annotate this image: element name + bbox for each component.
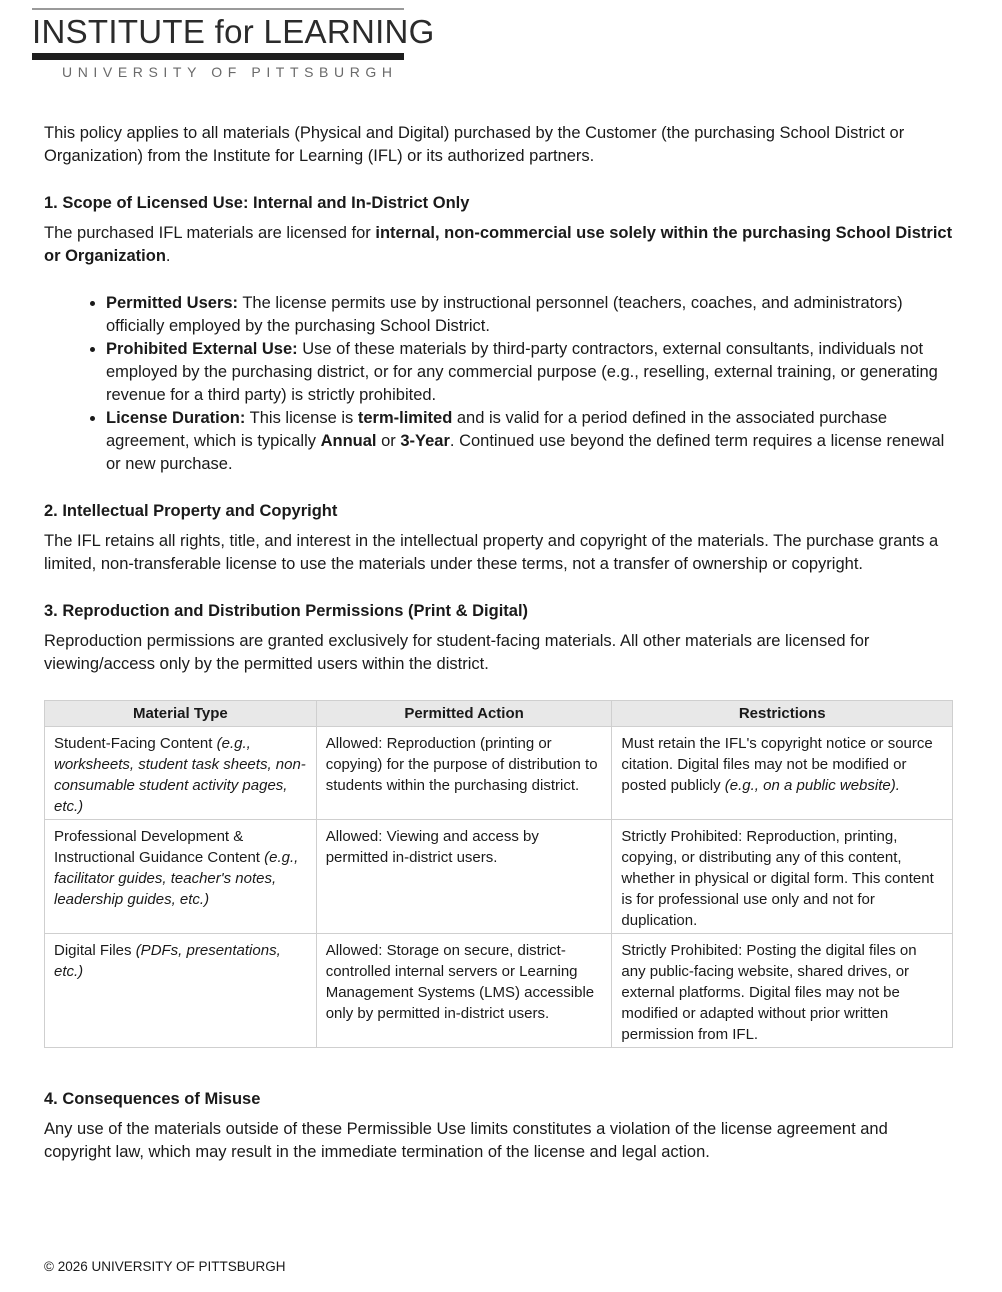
list-item xyxy=(106,292,956,338)
table-cell xyxy=(612,820,953,934)
logo-subtitle: UNIVERSITY OF PITTSBURGH xyxy=(62,64,398,80)
column-header: Material Type xyxy=(45,701,317,727)
logo-bar xyxy=(32,53,404,60)
intro-paragraph: This policy applies to all materials (Physical and Digital) purchased by the Customer (the purchasing School District or Organization) from the Institute for Learning (IFL) or its authorized partners. xyxy=(44,124,905,165)
table-row xyxy=(45,727,953,820)
bullet-label: Prohibited External Use: xyxy=(106,340,298,358)
cell-text: Digital Files xyxy=(54,942,136,959)
logo-top-rule xyxy=(32,8,404,10)
table-row xyxy=(45,820,953,934)
section-paragraph: The IFL retains all rights, title, and interest in the intellectual property and copyright of the materials. The purchase grants a limited, non-transferable license to use the materials under these terms, not a transfer of ownership or copyright. xyxy=(44,532,939,573)
cell-italic: (e.g., on a public website). xyxy=(724,777,900,794)
table-cell: Allowed: Viewing and access by permitted in-district users. xyxy=(316,820,612,934)
bullet-label: Permitted Users: xyxy=(106,294,239,312)
table-cell: Allowed: Storage on secure, district-controlled internal servers or Learning Management Systems (LMS) accessible only by permitted in-district users. xyxy=(316,934,612,1048)
bullet-text: . Continued use beyond the defined term requires a license renewal or new purchase. xyxy=(106,432,945,473)
logo-title: INSTITUTE for LEARNING xyxy=(32,13,435,50)
cell-text: Professional Development & Instructional Guidance Content xyxy=(54,828,265,866)
bold-run: term-limited xyxy=(357,409,453,427)
text-run: The purchased IFL materials are licensed for xyxy=(44,224,376,242)
bullet-text: The license permits use by instructional personnel (teachers, coaches, and administrators) officially employed by the purchasing School District. xyxy=(106,294,903,335)
table-cell: Allowed: Reproduction (printing or copying) for the purpose of distribution to students within the purchasing district. xyxy=(316,727,612,820)
table-cell xyxy=(612,727,953,820)
section-heading: 3. Reproduction and Distribution Permissions (Print & Digital) xyxy=(44,602,529,620)
section-paragraph xyxy=(44,222,956,268)
cell-text: Strictly Prohibited: Reproduction, printing, copying, or distributing any of this content, whether in physical or digital form. This content is for professional use only and not for duplication. xyxy=(621,828,934,929)
section-heading: 4. Consequences of Misuse xyxy=(44,1090,261,1108)
cell-text: Student-Facing Content xyxy=(54,735,217,752)
table-row xyxy=(45,934,953,1048)
bullet-text: or xyxy=(376,432,401,450)
ifl-logo xyxy=(32,8,435,80)
cell-italic: (e.g., worksheets, student task sheets, non-consumable student activity pages, etc.) xyxy=(54,735,306,815)
section-paragraph: Any use of the materials outside of these Permissible Use limits constitutes a violation of the license agreement and copyright law, which may result in the immediate termination of the license and legal action. xyxy=(44,1120,888,1161)
column-header: Restrictions xyxy=(612,701,953,727)
table-cell xyxy=(45,727,317,820)
bold-run: internal, non-commercial use solely within the purchasing School District or Organization xyxy=(44,224,953,265)
text-run: . xyxy=(165,247,171,265)
document-body xyxy=(44,122,956,1188)
column-header: Permitted Action xyxy=(316,701,612,727)
table-cell xyxy=(612,934,953,1048)
table-header-row xyxy=(45,701,953,727)
section-heading: 2. Intellectual Property and Copyright xyxy=(44,502,338,520)
table-cell xyxy=(45,820,317,934)
cell-italic: (PDFs, presentations, etc.) xyxy=(54,942,281,980)
list-item xyxy=(106,407,956,476)
bold-run: 3-Year xyxy=(400,432,450,450)
bold-run: Annual xyxy=(320,432,377,450)
bullet-text: Use of these materials by third-party contractors, external consultants, individuals not employed by the purchasing district, or for any commercial purpose (e.g., reselling, external training, or generating revenue for a third party) is strictly prohibited. xyxy=(106,340,938,404)
section-scope xyxy=(44,192,956,476)
section-heading: 1. Scope of Licensed Use: Internal and In-District Only xyxy=(44,194,470,212)
cell-italic: (e.g., facilitator guides, teacher's notes, leadership guides, etc.) xyxy=(54,849,299,908)
cell-text: Strictly Prohibited: Posting the digital files on any public-facing website, shared drives, or external platforms. Digital files may not be modified or adapted without prior written permission from IFL. xyxy=(621,942,917,1043)
bullet-label: License Duration: xyxy=(106,409,246,427)
permissions-table xyxy=(44,700,953,1048)
bullet-list xyxy=(44,292,956,476)
bullet-text: and is valid for a period defined in the associated purchase agreement, which is typically xyxy=(106,409,888,450)
section-ip xyxy=(44,500,956,576)
list-item xyxy=(106,338,956,407)
section-misuse xyxy=(44,1088,956,1164)
section-reproduction xyxy=(44,600,956,1048)
section-paragraph: Reproduction permissions are granted exclusively for student-facing materials. All other materials are licensed for viewing/access only by the permitted users within the district. xyxy=(44,632,870,673)
cell-text: Must retain the IFL's copyright notice or source citation. Digital files may not be modified or posted publicly xyxy=(621,735,933,794)
table-cell xyxy=(45,934,317,1048)
copyright-footer: © 2026 UNIVERSITY OF PITTSBURGH xyxy=(44,1259,286,1274)
bullet-text: This license is xyxy=(245,409,358,427)
